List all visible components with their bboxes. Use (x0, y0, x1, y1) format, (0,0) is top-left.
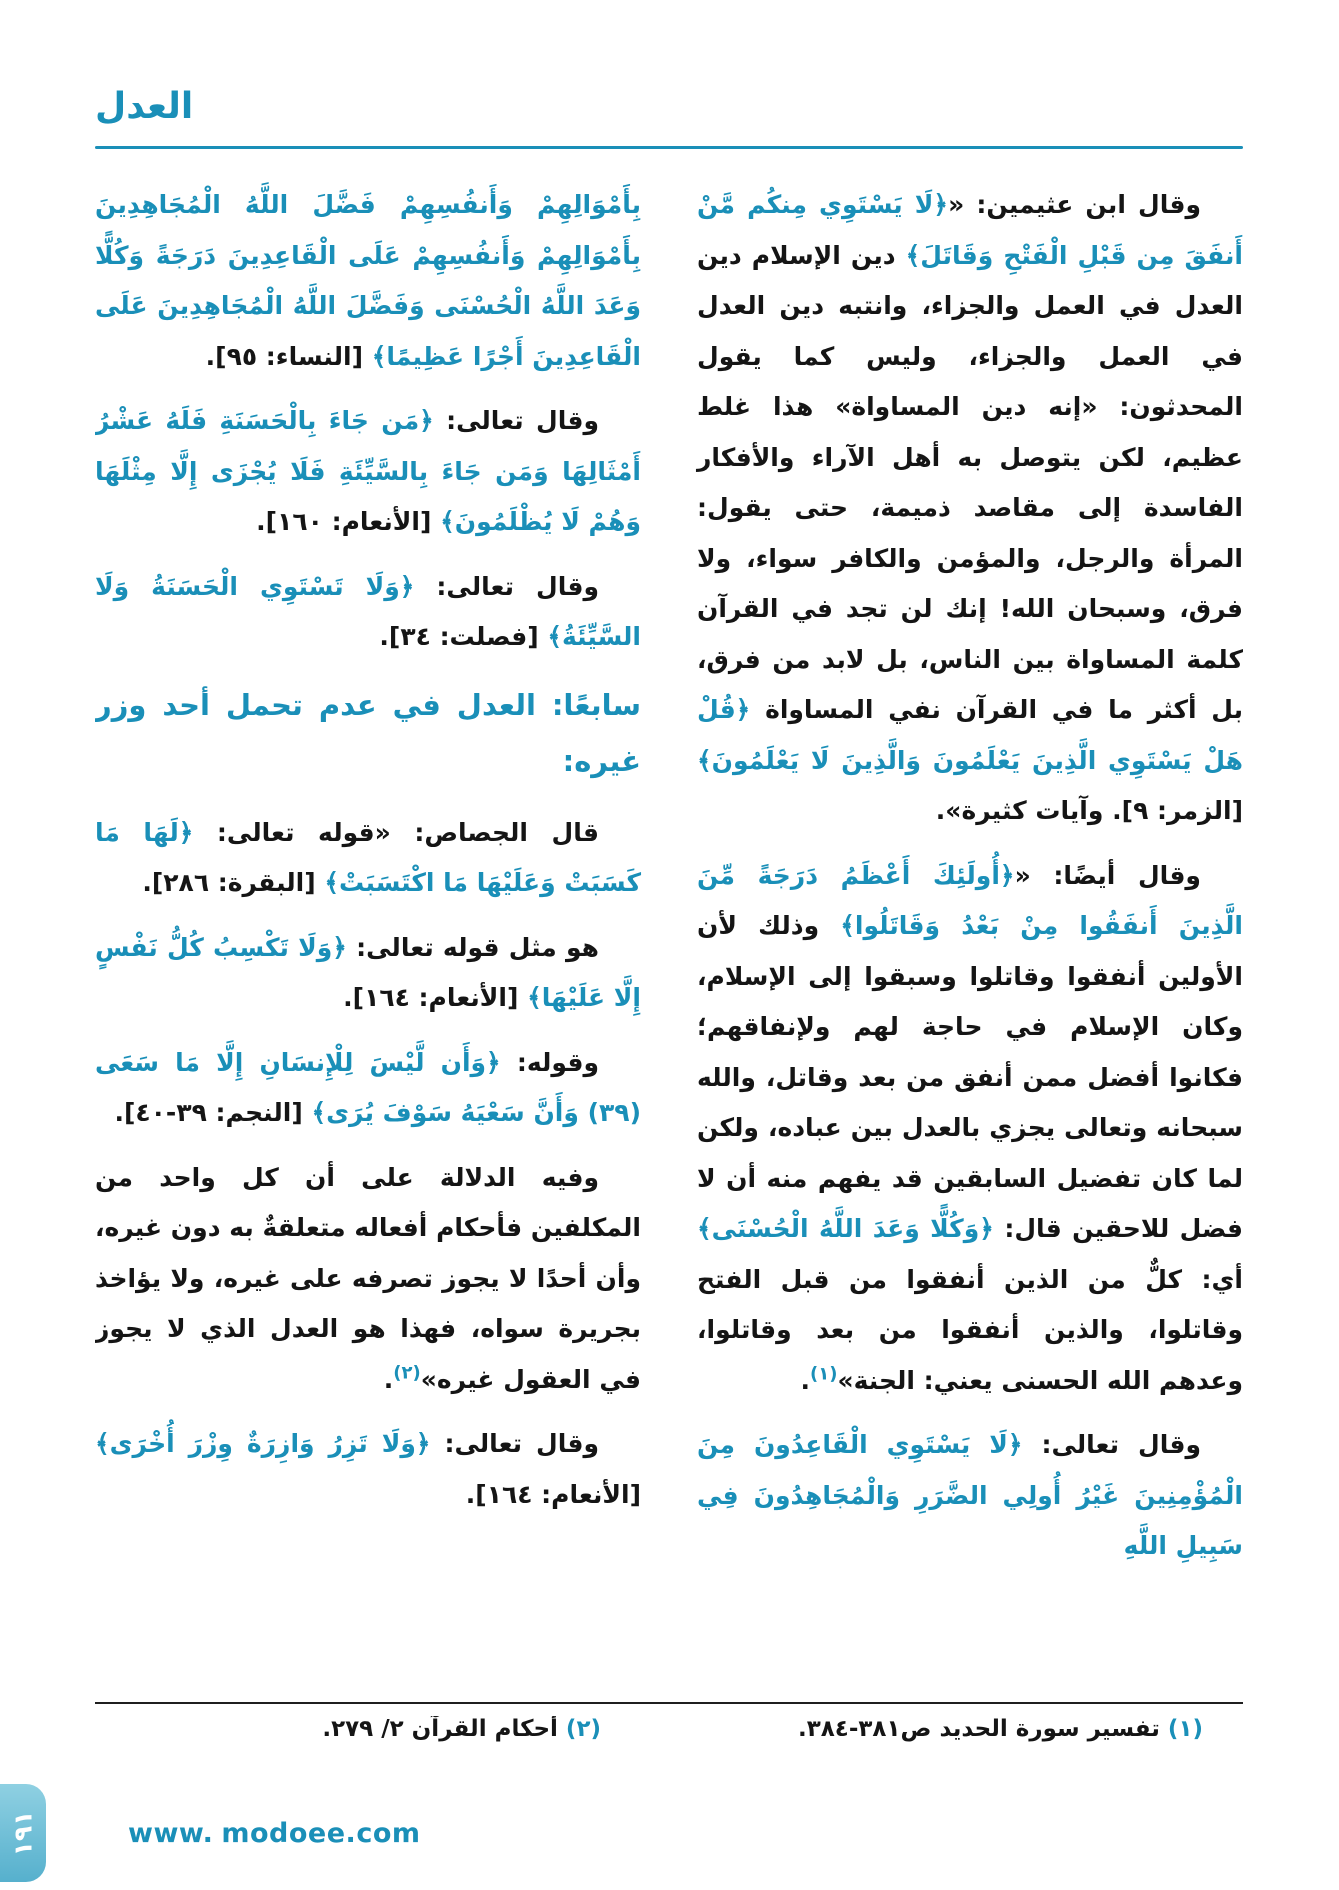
text-segment: . (383, 1364, 394, 1394)
paragraph-verse-anam164a (95, 923, 641, 1024)
quran-verse: ﴿قُلْ هَلْ يَسْتَوِي الَّذِينَ يَعْلَمُونَ وَالَّذِينَ لَا يَعْلَمُونَ﴾ (697, 695, 1243, 775)
chapter-header: العدل (95, 86, 194, 127)
quran-verse: ﴿لَهَا مَا كَسَبَتْ وَعَلَيْهَا مَا اكْتَسَبَتْ﴾ (95, 817, 641, 898)
text-segment: . (800, 1365, 810, 1395)
footnote-marker: (١) (810, 1363, 838, 1385)
paragraph-commentary (95, 1153, 641, 1406)
text-segment: وقوله: (500, 1047, 599, 1077)
website-link[interactable] (128, 1818, 421, 1849)
left-column (95, 180, 641, 1690)
footnote-divider (95, 1702, 1243, 1704)
text-segment: هو مثل قوله تعالى: (346, 932, 599, 962)
text-columns (95, 180, 1243, 1690)
paragraph-verse-najm (95, 1038, 641, 1139)
footnote-number: (٢) (565, 1716, 601, 1742)
footnote-2 (95, 1716, 641, 1742)
footnotes (95, 1716, 1243, 1742)
text-segment: وقال ابن عثيمين: « (948, 190, 1202, 219)
quran-verse: ﴿وَلَا تَكْسِبُ كُلُّ نَفْسٍ إِلَّا عَلَيْهَا﴾ (95, 932, 641, 1013)
quran-verse: ﴿لَا يَسْتَوِي الْقَاعِدُونَ مِنَ الْمُؤْمِنِينَ غَيْرُ أُولِي الضَّرَرِ وَالْمُجَاهِدُونَ فِي سَبِيلِ اللَّهِ (697, 1430, 1243, 1560)
page-number-tab (0, 1784, 46, 1882)
website-domain: modoee.com (221, 1818, 421, 1849)
paragraph-verse-anam160 (95, 396, 641, 548)
paragraph-verse-anam164b (95, 1419, 641, 1520)
quran-verse: ﴿لَا يَسْتَوِي مِنكُم مَّنْ أَنفَقَ مِن قَبْلِ الْفَتْحِ وَقَاتَلَ﴾ (697, 190, 1243, 270)
quran-verse: ﴿وَلَا تَزِرُ وَازِرَةٌ وِزْرَ أُخْرَى﴾ (95, 1429, 431, 1459)
text-segment: وقال تعالى: (433, 406, 599, 435)
text-segment: وفيه الدلالة على أن كل واحد من المكلفين فأحكام أفعاله متعلقةٌ به دون غيره، وأن أحدًا لا يجوز تصرفه على غيره، ولا يؤاخذ بجريرة سواه، فهذا هو العدل الذي لا يجوز في العقول غيره» (95, 1162, 641, 1394)
text-segment: وقال تعالى: (414, 571, 599, 601)
text-segment: وقال أيضًا: « (1014, 860, 1201, 890)
footnote-text: أحكام القرآن ٢/ ٢٧٩. (322, 1716, 558, 1742)
quran-verse: ﴿وَأَن لَّيْسَ لِلْإِنسَانِ إِلَّا مَا سَعَى (٣٩) وَأَنَّ سَعْيَهُ سَوْفَ يُرَى﴾ (95, 1047, 641, 1128)
text-segment: دين الإسلام دين العدل في العمل والجزاء، وانتبه دين العدل في العمل والجزاء، وليس كما يقول المحدثون: «إنه دين المساواة» هذا غلط عظيم، لكن يتوصل به أهل الآراء والأفكار الفاسدة إلى مقاصد ذميمة، حتى يقول: المرأة والرجل، والمؤمن والكافر سواء، ولا فرق، وسبحان الله! إنك لن تجد في القرآن كلمة المساواة بين الناس، بل لابد من فرق، بل أكثر ما في القرآن نفي المساواة (697, 240, 1243, 724)
quran-verse: بِأَمْوَالِهِمْ وَأَنفُسِهِمْ فَضَّلَ اللَّهُ الْمُجَاهِدِينَ بِأَمْوَالِهِمْ وَأَنفُسِهِمْ عَلَى الْقَاعِدِينَ دَرَجَةً وَكُلًّا وَعَدَ اللَّهُ الْحُسْنَى وَفَضَّلَ اللَّهُ الْمُجَاهِدِينَ عَلَى الْقَاعِدِينَ أَجْرًا عَظِيمًا﴾ (95, 190, 641, 371)
paragraph-ibn-uthaymin-quote-2 (697, 851, 1243, 1407)
verse-reference: [فصلت: ٣٤]. (379, 622, 548, 651)
text-segment: وآيات كثيرة». (935, 796, 1113, 825)
verse-reference: [الأنعام: ١٦٠]. (256, 507, 441, 536)
footnote-number: (١) (1167, 1716, 1203, 1742)
verse-reference: [النساء: ٩٥]. (205, 341, 372, 371)
verse-reference: [الأنعام: ١٦٤]. (465, 1479, 641, 1509)
verse-reference: [البقرة: ٢٨٦]. (142, 868, 325, 898)
paragraph-verse-fussilat34 (95, 562, 641, 663)
verse-reference: [الأنعام: ١٦٤]. (343, 983, 528, 1013)
website-prefix: www. (128, 1818, 214, 1849)
heading-text: سابعًا: العدل في عدم تحمل أحد وزر غيره: (95, 687, 641, 779)
section-heading-seventh (95, 677, 641, 790)
paragraph-ibn-uthaymin-quote (697, 180, 1243, 837)
page-number: ١٩١ (8, 1810, 38, 1856)
header-divider (95, 146, 1243, 149)
quran-verse: ﴿مَن جَاءَ بِالْحَسَنَةِ فَلَهُ عَشْرُ أَمْثَالِهَا وَمَن جَاءَ بِالسَّيِّئَةِ فَلَا يُجْزَى إِلَّا مِثْلَهَا وَهُمْ لَا يُظْلَمُونَ﴾ (95, 406, 641, 536)
paragraph-verse-continuation (95, 180, 641, 382)
text-segment: وقال تعالى: (1022, 1430, 1201, 1459)
quran-verse: ﴿أُولَئِكَ أَعْظَمُ دَرَجَةً مِّنَ الَّذِينَ أَنفَقُوا مِنْ بَعْدُ وَقَاتَلُوا﴾ (697, 860, 1243, 940)
footnote-text: تفسير سورة الحديد ص٣٨١-٣٨٤. (797, 1716, 1160, 1742)
paragraph-verse-intro (697, 1420, 1243, 1572)
paragraph-jassas-quote (95, 808, 641, 909)
footnote-1 (697, 1716, 1243, 1742)
quran-verse: ﴿وَلَا تَسْتَوِي الْحَسَنَةُ وَلَا السَّيِّئَةُ﴾ (95, 571, 641, 651)
text-segment: وقال تعالى: (430, 1429, 599, 1459)
text-segment: قال الجصاص: «قوله تعالى: (193, 817, 599, 847)
footnote-marker: (٢) (393, 1362, 421, 1384)
text-segment: وذلك لأن الأولين أنفقوا وقاتلوا وسبقوا إلى الإسلام، وكان الإسلام في حاجة لهم ولإنفاقهم؛ فكانوا أفضل ممن أنفق من بعد وقاتل، والله سبحانه وتعالى يجزي بالعدل بين عباده، ولكن لما كان تفضيل السابقين قد يفهم منه أن لا فضل للاحقين قال: (697, 911, 1243, 1243)
text-segment: أي: كلٌّ من الذين أنفقوا من قبل الفتح وقاتلوا، والذين أنفقوا من بعد وقاتلوا، وعدهم الله الحسنى يعني: الجنة» (697, 1264, 1243, 1395)
verse-reference: [النجم: ٣٩-٤٠]. (114, 1098, 312, 1128)
right-column (697, 180, 1243, 1690)
verse-reference: [الزمر: ٩]. (1112, 796, 1243, 825)
quran-verse: ﴿وَكُلًّا وَعَدَ اللَّهُ الْحُسْنَى﴾ (697, 1214, 994, 1243)
